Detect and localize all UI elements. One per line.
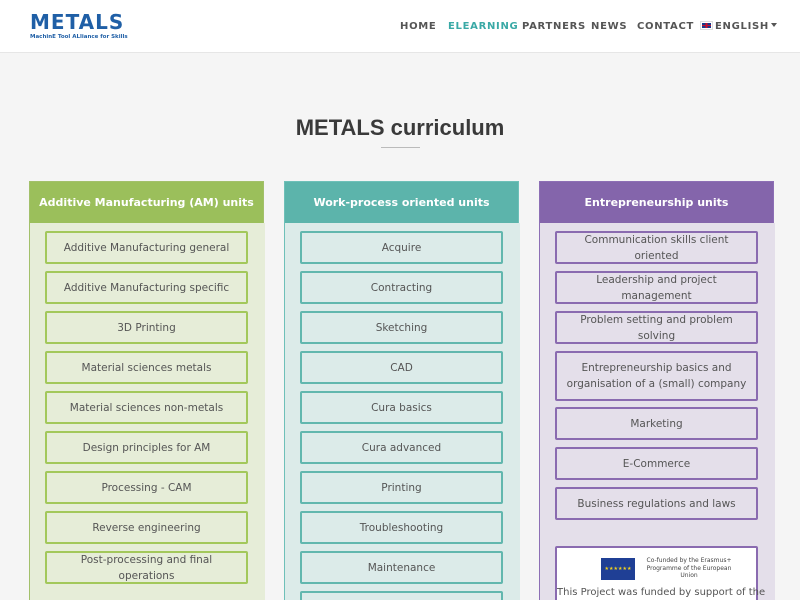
unit-button[interactable]: 3D Printing — [45, 311, 248, 344]
unit-button[interactable]: CAD — [300, 351, 503, 384]
column-am-units — [29, 181, 264, 600]
unit-button[interactable]: Cura basics — [300, 391, 503, 424]
unit-button[interactable]: Material sciences metals — [45, 351, 248, 384]
unit-button[interactable]: Acquire — [300, 231, 503, 264]
unit-button[interactable]: Processing - CAM — [45, 471, 248, 504]
unit-button[interactable]: Additive Manufacturing specific — [45, 271, 248, 304]
site-logo[interactable] — [30, 12, 130, 41]
unit-button-partial[interactable] — [300, 591, 503, 600]
site-header — [0, 0, 800, 53]
column-body-entrepreneurship — [540, 223, 775, 600]
unit-button[interactable]: Cura advanced — [300, 431, 503, 464]
unit-button[interactable]: Sketching — [300, 311, 503, 344]
column-body-work-process — [285, 223, 520, 600]
column-header-entrepreneurship: Entrepreneurship units — [540, 182, 773, 223]
column-body-am — [30, 223, 265, 600]
unit-button[interactable]: Leadership and project management — [555, 271, 758, 304]
unit-button[interactable]: Entrepreneurship basics and organisation of a (small) company — [555, 351, 758, 401]
logo-wordmark: METALS — [30, 10, 125, 34]
unit-button[interactable]: Reverse engineering — [45, 511, 248, 544]
nav-item-partners[interactable]: PARTNERS — [522, 21, 586, 32]
eu-funding-notice — [555, 546, 766, 600]
unit-button[interactable]: Business regulations and laws — [555, 487, 758, 520]
unit-button[interactable]: Maintenance — [300, 551, 503, 584]
column-header-am: Additive Manufacturing (AM) units — [30, 182, 263, 223]
column-header-work-process: Work-process oriented units — [285, 182, 518, 223]
nav-item-home[interactable]: HOME — [400, 21, 437, 32]
caret-down-icon — [771, 23, 777, 27]
unit-button[interactable]: Material sciences non-metals — [45, 391, 248, 424]
unit-button[interactable]: Contracting — [300, 271, 503, 304]
unit-button[interactable]: Additive Manufacturing general — [45, 231, 248, 264]
unit-button[interactable]: Marketing — [555, 407, 758, 440]
page-title: METALS curriculum — [295, 115, 505, 140]
column-work-process-units — [284, 181, 519, 600]
column-entrepreneurship-units — [539, 181, 774, 600]
unit-button[interactable]: Problem setting and problem solving — [555, 311, 758, 344]
eu-stars: ★★★★★★ — [604, 566, 632, 572]
unit-button[interactable]: Design principles for AM — [45, 431, 248, 464]
eu-flag-icon — [601, 558, 635, 580]
nav-item-news[interactable]: NEWS — [591, 21, 628, 32]
unit-button[interactable]: Communication skills client oriented — [555, 231, 758, 264]
language-selector[interactable] — [701, 20, 777, 34]
unit-button[interactable]: E-Commerce — [555, 447, 758, 480]
nav-item-contact[interactable]: CONTACT — [637, 21, 695, 32]
language-label: ENGLISH — [715, 21, 769, 32]
uk-flag-icon — [701, 22, 712, 29]
unit-button[interactable]: Troubleshooting — [300, 511, 503, 544]
unit-button[interactable]: Post-processing and final operations — [45, 551, 248, 584]
erasmus-logo-text: Co-funded by the Erasmus+ Programme of the European Union — [646, 557, 732, 579]
funding-caption: This Project was funded by support of the — [557, 587, 766, 598]
unit-button[interactable]: Printing — [300, 471, 503, 504]
title-divider — [381, 147, 420, 148]
logo-tagline: MachinE Tool ALliance for Skills — [30, 34, 128, 40]
nav-item-elearning[interactable]: ELEARNING — [448, 21, 519, 32]
